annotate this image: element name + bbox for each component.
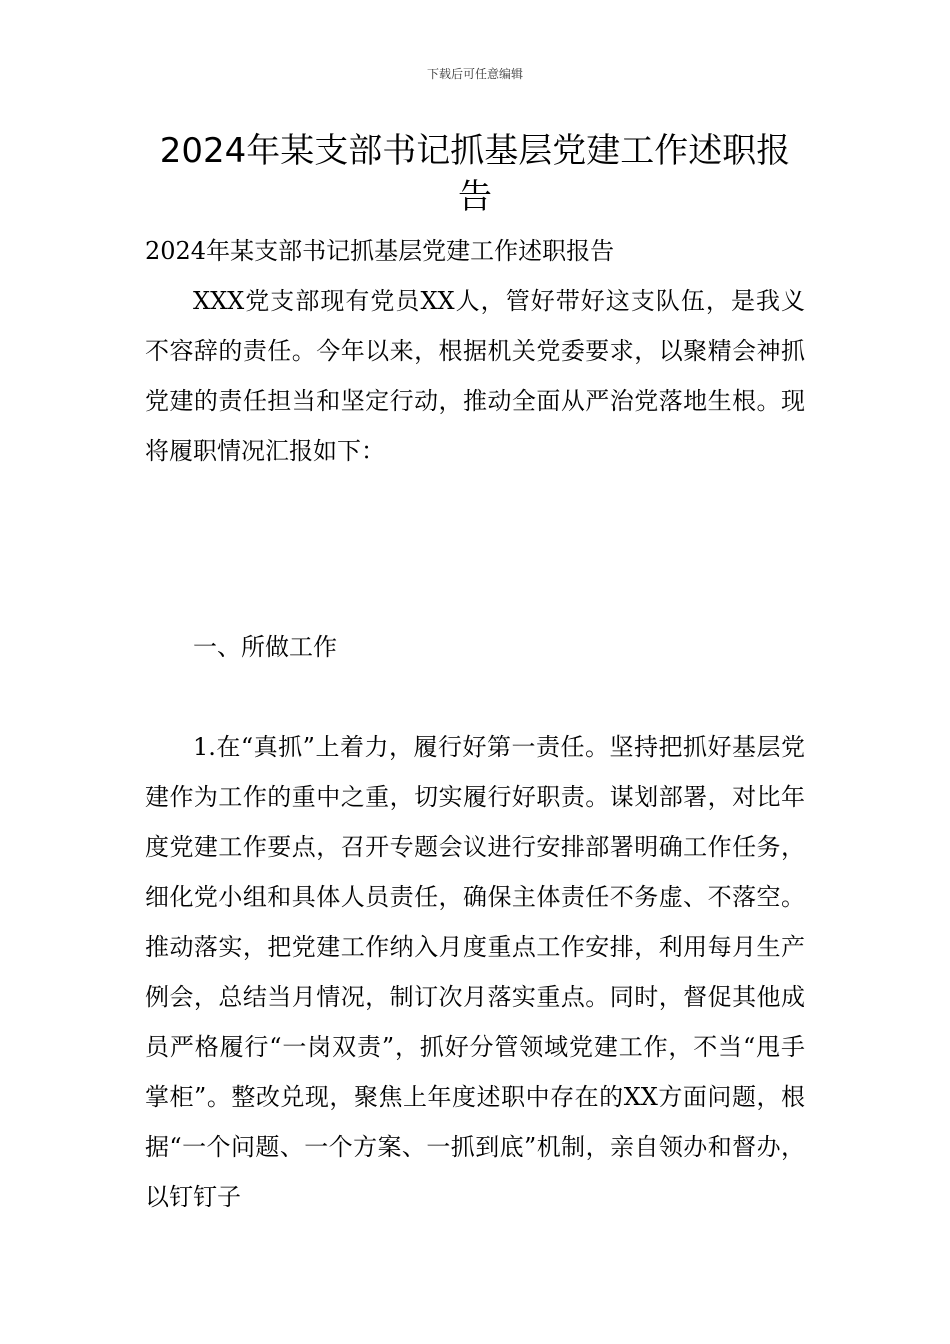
intro-paragraph: XXX党支部现有党员XX人，管好带好这支队伍，是我义不容辞的责任。今年以来，根据机关党委要求，以聚精会神抓党建的责任担当和坚定行动，推动全面从严治党落地生根。现将履职情况汇报如下： (145, 287, 805, 465)
document-title: 2024年某支部书记抓基层党建工作述职报告 (159, 131, 791, 217)
body-paragraph-1: 1.在“真抓”上着力，履行好第一责任。坚持把抓好基层党建作为工作的重中之重，切实履行好职责。谋划部署，对比年度党建工作要点，召开专题会议进行安排部署明确工作任务，细化党小组和具体人员责任，确保主体责任不务虚、不落空。推动落实，把党建工作纳入月度重点工作安排，利用每月生产例会，总结当月情况，制订次月落实重点。同时，督促其他成员严格履行“一岗双责”，抓好分管领域党建工作，不当“甩手掌柜”。整改兑现，聚焦上年度述职中存在的XX方面问题，根据“一个问题、一个方案、一抓到底”机制，亲自领办和督办，以钉钉子 (145, 733, 805, 1211)
header-note: 下载后可任意编辑 (426, 67, 523, 81)
document-subtitle: 2024年某支部书记抓基层党建工作述职报告 (145, 237, 615, 265)
section-heading: 一、所做工作 (193, 633, 337, 661)
